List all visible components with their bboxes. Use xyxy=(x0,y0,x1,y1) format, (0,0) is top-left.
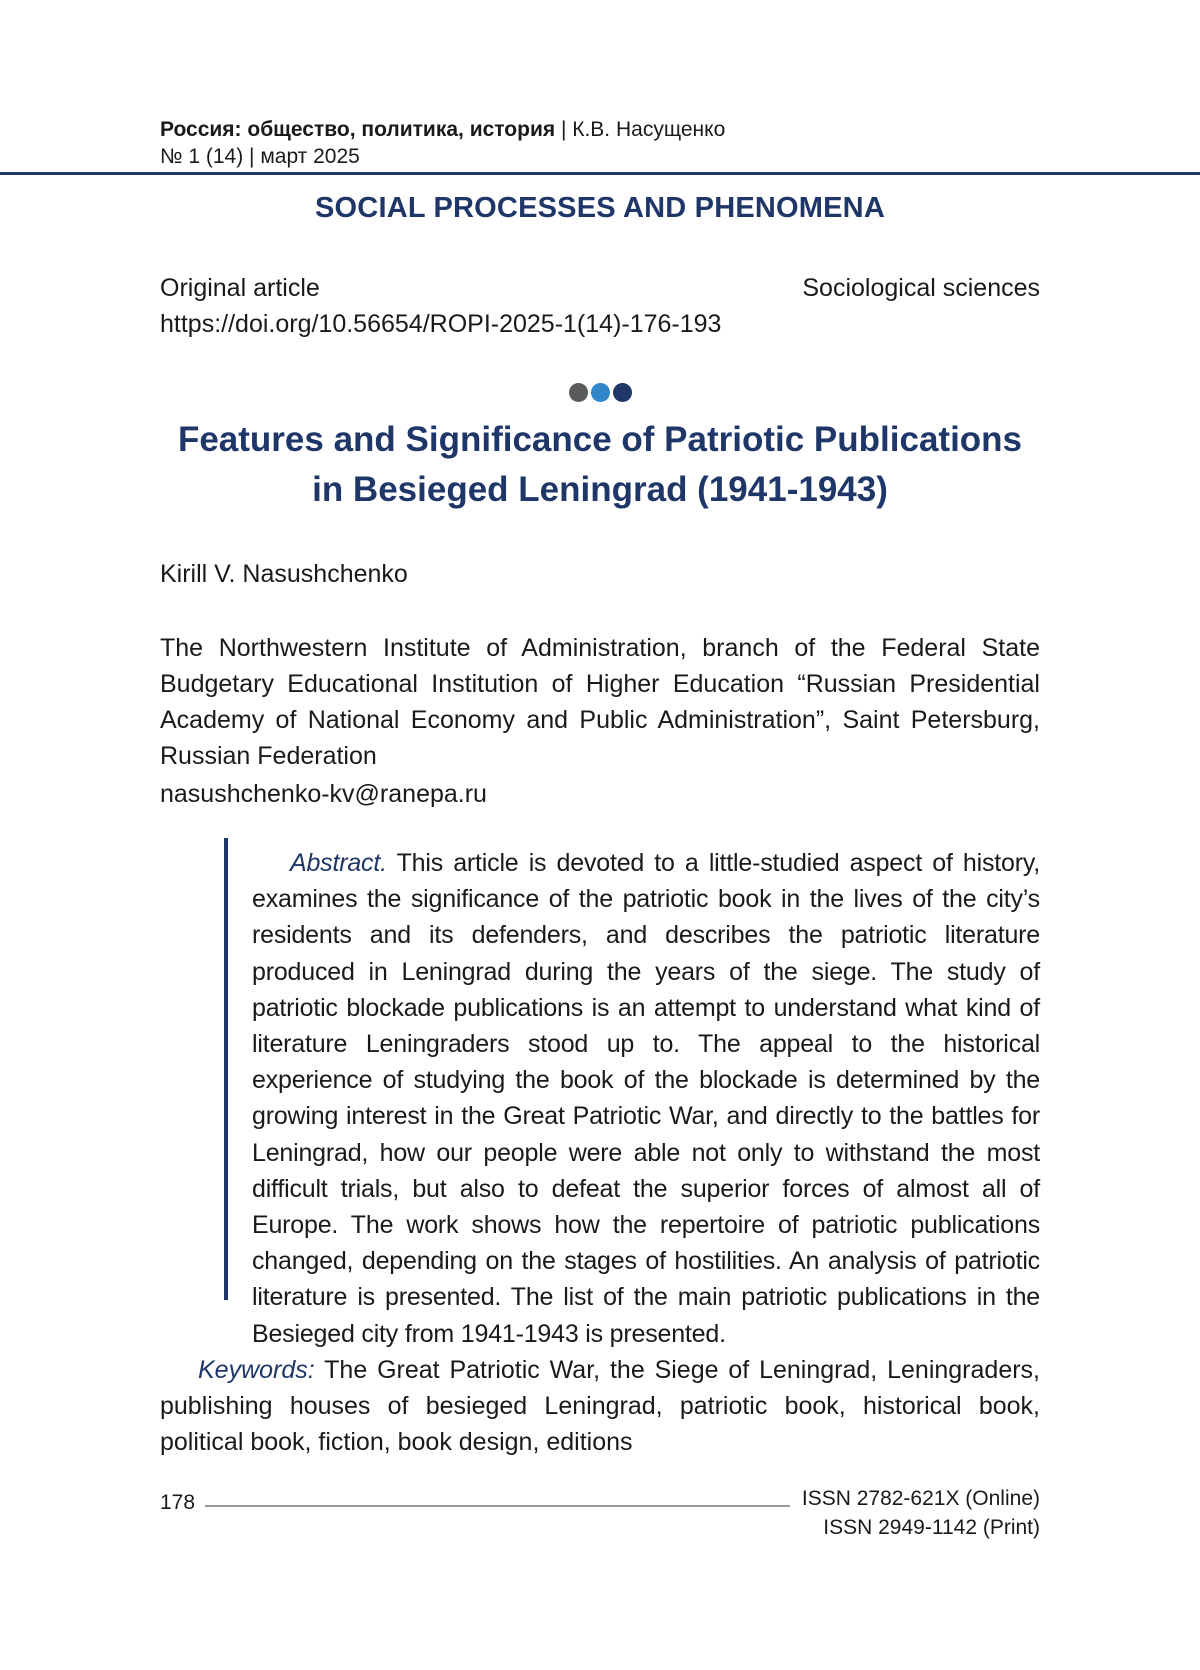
author-name: Kirill V. Nasushchenko xyxy=(160,558,408,590)
journal-name: Россия: общество, политика, история xyxy=(160,118,555,141)
issn-print: ISSN 2949-1142 (Print) xyxy=(802,1513,1040,1542)
keywords-text: The Great Patriotic War, the Siege of Leningrad, Leningraders, publishing houses of besieged Leningrad, patriotic book, historical book, political book, fiction, book design, editions xyxy=(160,1356,1040,1456)
issn-block xyxy=(802,1484,1040,1542)
article-title xyxy=(100,415,1100,515)
author-affiliation: The Northwestern Institute of Administration, branch of the Federal State Budgetary Educational Institution of Higher Education “Russian Presidential Academy of National Economy and Public Administration”, Saint Petersburg, Russian Federation xyxy=(160,630,1040,774)
keywords xyxy=(160,1352,1040,1460)
abstract xyxy=(252,845,1040,1352)
footer-divider xyxy=(205,1505,790,1507)
author-email[interactable]: nasushchenko-kv@ranepa.ru xyxy=(160,776,487,812)
keywords-label: Keywords: xyxy=(198,1356,315,1384)
ornament-dot-blue xyxy=(591,383,610,402)
abstract-label: Abstract. xyxy=(290,849,387,877)
issue-info: № 1 (14) | март 2025 xyxy=(160,143,360,171)
ornament-dot-navy xyxy=(613,383,632,402)
section-title: SOCIAL PROCESSES AND PHENOMENA xyxy=(0,192,1200,225)
author-short: К.В. Насущенко xyxy=(572,118,725,141)
page-number: 178 xyxy=(160,1490,195,1516)
abstract-text: This article is devoted to a little-studied aspect of history, examines the significance of the patriotic book in the lives of the city’s residents and its defenders, and describes the patriotic literature produced in Leningrad during the years of the siege. The study of patriotic blockade publications is an attempt to understand what kind of literature Leningraders stood up to. The appeal to the historical experience of studying the book of the blockade is determined by the growing interest in the Great Patriotic War, and directly to the battles for Leningrad, how our people were able not only to withstand the most difficult trials, but also to defeat the superior forces of almost all of Europe. The work shows how the repertoire of patriotic publications changed, depending on the stages of hostilities. An analysis of patriotic literature is presented. The list of the main patriotic publications in the Besieged city from 1941-1943 is presented. xyxy=(252,849,1040,1348)
header-separator: | xyxy=(555,118,572,141)
article-type: Original article xyxy=(160,270,721,306)
title-line-1: Features and Significance of Patriotic Publications xyxy=(100,415,1100,465)
issn-online: ISSN 2782-621X (Online) xyxy=(802,1484,1040,1513)
ornament-dot-gray xyxy=(569,383,588,402)
header-divider xyxy=(0,172,1200,175)
article-meta xyxy=(160,270,721,342)
running-header xyxy=(160,116,725,144)
abstract-bar xyxy=(224,838,228,1300)
title-line-2: in Besieged Leningrad (1941-1943) xyxy=(100,465,1100,515)
title-ornament xyxy=(0,383,1200,402)
subject-field: Sociological sciences xyxy=(802,270,1040,306)
doi-link[interactable]: https://doi.org/10.56654/ROPI-2025-1(14)-176-193 xyxy=(160,306,721,342)
